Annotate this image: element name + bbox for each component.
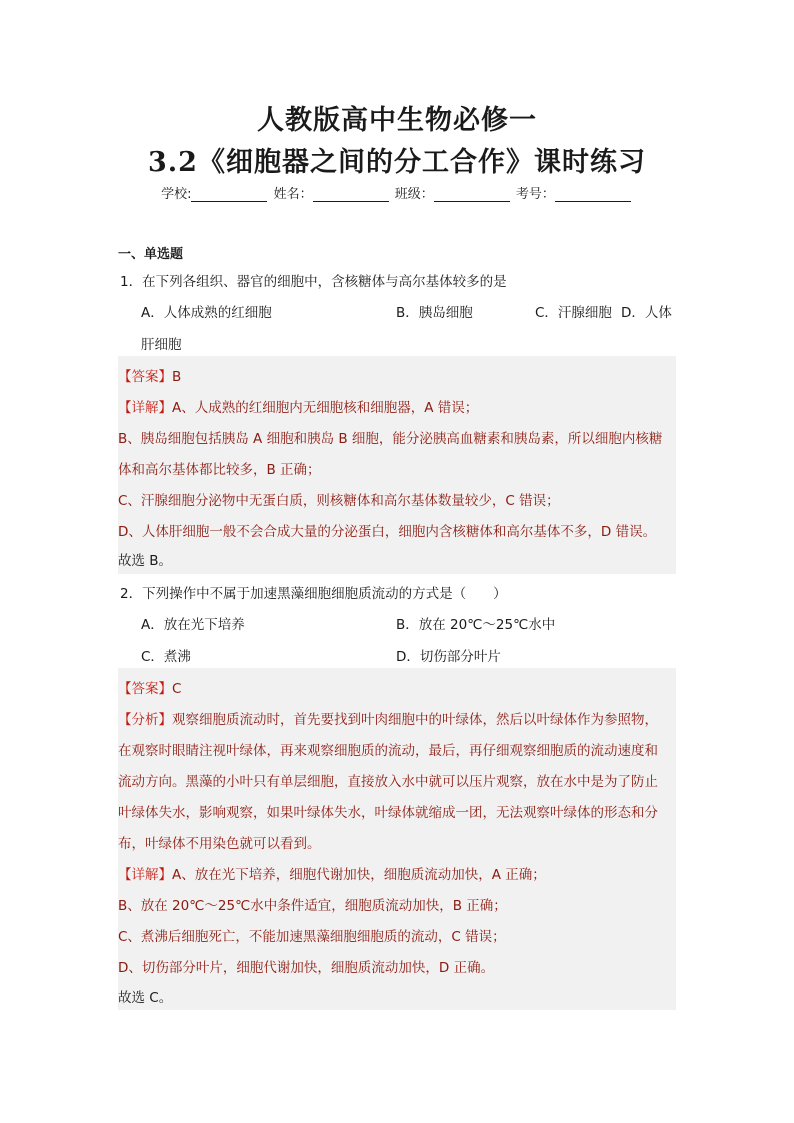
analysis-tag: 【分析】 bbox=[118, 712, 172, 728]
name-blank[interactable] bbox=[313, 188, 389, 202]
title-line-1: 人教版高中生物必修一 bbox=[257, 105, 537, 136]
q1-explain-1-text: A、人成熟的红细胞内无细胞核和细胞器，A 错误； bbox=[172, 400, 479, 416]
q2-option-b: B．放在 20℃～25℃水中 bbox=[396, 617, 556, 633]
q2-explain-5: 故选 C。 bbox=[118, 990, 173, 1006]
answer-tag: 【答案】 bbox=[118, 681, 172, 697]
q2-analysis-4: 叶绿体失水，影响观察，如果叶绿体失水，叶绿体就缩成一团，无法观察叶绿体的形态和分 bbox=[118, 805, 658, 821]
q1-explain-1 bbox=[118, 396, 478, 416]
exam-no-label: 考号： bbox=[515, 187, 555, 202]
q2-answer-box bbox=[118, 668, 676, 1010]
student-info-line bbox=[0, 183, 794, 202]
q1-answer-value: B bbox=[172, 369, 182, 385]
q1-explain-4: C、汗腺细胞分泌物中无蛋白质，则核糖体和高尔基体数量较少，C 错误； bbox=[118, 493, 560, 509]
q1-answer-box bbox=[118, 356, 676, 574]
q2-option-c: C．煮沸 bbox=[141, 649, 191, 665]
q1-option-a: A．人体成熟的红细胞 bbox=[141, 305, 272, 321]
class-blank[interactable] bbox=[434, 188, 510, 202]
q2-explain-2: B、放在 20℃～25℃水中条件适宜，细胞质流动加快，B 正确； bbox=[118, 898, 507, 914]
school-label: 学校: bbox=[161, 187, 192, 202]
q2-explain-3: C、煮沸后细胞死亡，不能加速黑藻细胞细胞质的流动，C 错误； bbox=[118, 929, 506, 945]
name-label: 姓名： bbox=[273, 187, 313, 202]
section-title: 一、单选题 bbox=[118, 247, 184, 262]
q2-analysis-3: 流动方向。黑藻的小叶只有单层细胞，直接放入水中就可以压片观察，放在水中是为了防止 bbox=[118, 774, 658, 790]
school-blank[interactable] bbox=[191, 188, 267, 202]
answer-tag: 【答案】 bbox=[118, 369, 172, 385]
q2-analysis-1 bbox=[118, 708, 658, 728]
q1-explain-5: D、人体肝细胞一般不会合成大量的分泌蛋白，细胞内含核糖体和高尔基体不多，D 错误。 bbox=[118, 524, 657, 540]
q2-stem: 2．下列操作中不属于加速黑藻细胞细胞质流动的方式是（ ） bbox=[120, 586, 507, 602]
q2-analysis-1-text: 观察细胞质流动时，首先要找到叶肉细胞中的叶绿体，然后以叶绿体作为参照物， bbox=[172, 712, 658, 728]
class-label: 班级： bbox=[394, 187, 434, 202]
q1-explain-6: 故选 B。 bbox=[118, 553, 173, 569]
q1-explain-3: 体和高尔基体都比较多，B 正确； bbox=[118, 462, 321, 478]
q2-answer-value: C bbox=[172, 681, 182, 697]
q2-explain-4: D、切伤部分叶片，细胞代谢加快，细胞质流动加快，D 正确。 bbox=[118, 960, 495, 976]
q2-explain-1-text: A、放在光下培养，细胞代谢加快，细胞质流动加快，A 正确； bbox=[172, 867, 546, 883]
q2-explain-1 bbox=[118, 863, 546, 883]
q2-analysis-2: 在观察时眼睛注视叶绿体，再来观察细胞质的流动，最后，再仔细观察细胞质的流动速度和 bbox=[118, 743, 658, 759]
q1-explain-2: B、胰岛细胞包括胰岛 A 细胞和胰岛 B 细胞，能分泌胰高血糖素和胰岛素，所以细胞内核糖 bbox=[118, 431, 663, 447]
q2-option-d: D．切伤部分叶片 bbox=[396, 649, 501, 665]
q1-stem: 1．在下列各组织、器官的细胞中，含核糖体与高尔基体较多的是 bbox=[120, 274, 507, 290]
q1-option-c: C．汗腺细胞 bbox=[535, 305, 612, 321]
q2-answer bbox=[118, 677, 181, 697]
q1-option-b: B．胰岛细胞 bbox=[396, 305, 473, 321]
q2-option-a: A．放在光下培养 bbox=[141, 617, 245, 633]
q2-analysis-5: 布，叶绿体不用染色就可以看到。 bbox=[118, 836, 321, 852]
exam-no-blank[interactable] bbox=[555, 188, 631, 202]
explain-tag: 【详解】 bbox=[118, 400, 172, 416]
q1-option-d-wrap: 肝细胞 bbox=[141, 337, 182, 353]
q1-option-d: D．人体 bbox=[621, 305, 672, 321]
explain-tag: 【详解】 bbox=[118, 867, 172, 883]
q1-answer bbox=[118, 365, 181, 385]
title-line-2: 3.2《细胞器之间的分工合作》课时练习 bbox=[148, 147, 646, 178]
